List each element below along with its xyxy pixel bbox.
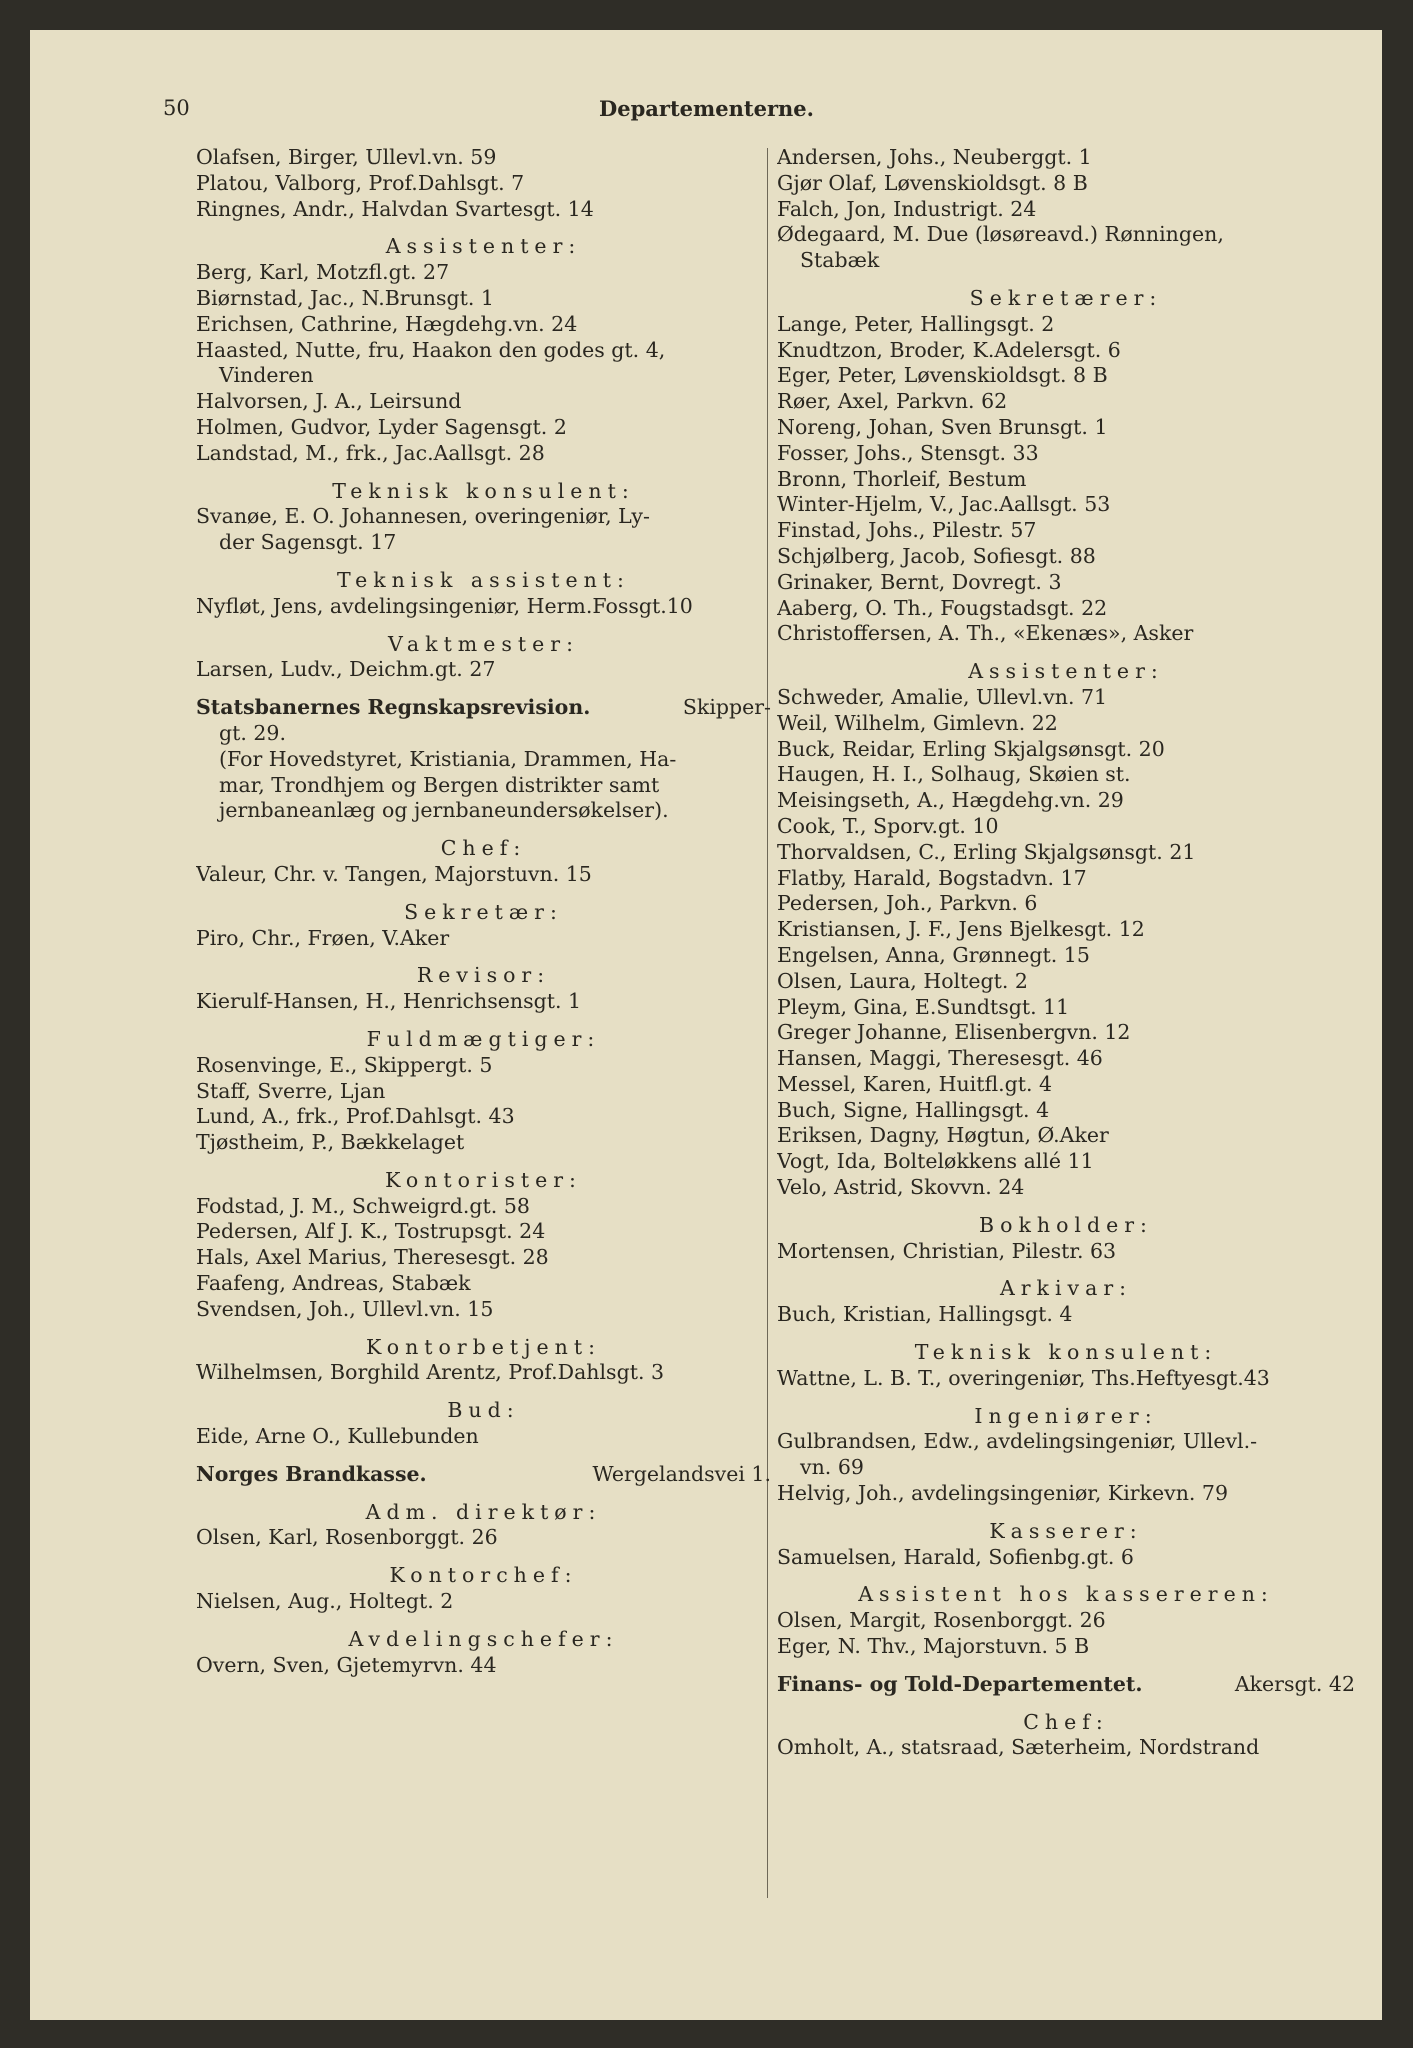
directory-entry: Meisingseth, A., Hægdehg.vn. 29 — [777, 788, 1124, 813]
directory-entry: Overn, Sven, Gjetemyrvn. 44 — [196, 1652, 497, 1677]
directory-entry: Aaberg, O. Th., Fougstadsgt. 22 — [777, 595, 1108, 620]
directory-entry: Omholt, A., statsraad, Sæterheim, Nordstrand — [777, 1735, 1260, 1760]
entry-continuation: vn. 69 — [800, 1455, 864, 1480]
directory-entry: Lange, Peter, Hallingsgt. 2 — [777, 311, 1055, 336]
organization-address: Wergelandsvei 1. — [592, 1461, 771, 1486]
directory-entry: Grinaker, Bernt, Dovregt. 3 — [777, 569, 1062, 594]
directory-entry: Platou, Valborg, Prof.Dahlsgt. 7 — [196, 170, 525, 195]
directory-entry: Haasted, Nutte, fru, Haakon den godes gt. 4, — [196, 337, 666, 362]
right-column — [777, 145, 1355, 1761]
directory-entry: Nielsen, Aug., Holtegt. 2 — [196, 1589, 454, 1614]
directory-entry: Helvig, Joh., avdelingsingeniør, Kirkevn. 79 — [777, 1481, 1229, 1506]
running-head: Departementerne. — [599, 96, 814, 121]
organization-name: Statsbanernes Regnskapsrevision. — [196, 695, 591, 720]
section-heading: Fuldmægtiger: — [366, 1026, 601, 1051]
directory-entry: Andersen, Johs., Neuberggt. 1 — [777, 145, 1092, 169]
directory-entry: Landstad, M., frk., Jac.Aallsgt. 28 — [196, 440, 545, 465]
directory-entry: Eriksen, Dagny, Høgtun, Ø.Aker — [777, 1123, 1109, 1148]
directory-entry: Staff, Sverre, Ljan — [196, 1078, 386, 1103]
directory-entry: Holmen, Gudvor, Lyder Sagensgt. 2 — [196, 414, 567, 439]
directory-entry: Gjør Olaf, Løvenskioldsgt. 8 B — [777, 170, 1088, 195]
section-heading: Chef: — [1023, 1709, 1109, 1734]
directory-entry: Kierulf-Hansen, H., Henrichsensgt. 1 — [196, 989, 582, 1014]
organization-heading — [196, 1462, 771, 1488]
directory-entry: Eide, Arne O., Kullebunden — [196, 1424, 479, 1449]
directory-entry: Olsen, Karl, Rosenborggt. 26 — [196, 1525, 498, 1550]
directory-entry: Schjølberg, Jacob, Sofiesgt. 88 — [777, 543, 1096, 568]
directory-entry: Hals, Axel Marius, Theresesgt. 28 — [196, 1245, 549, 1270]
directory-entry: Haugen, H. I., Solhaug, Skøien st. — [777, 762, 1131, 787]
directory-entry: Rosenvinge, E., Skippergt. 5 — [196, 1052, 493, 1077]
section-heading: Vaktmester: — [388, 631, 579, 656]
directory-entry: Fodstad, J. M., Schweigrd.gt. 58 — [196, 1193, 530, 1218]
organization-name: Finans- og Told-Departementet. — [777, 1671, 1143, 1696]
directory-entry: Thorvaldsen, C., Erling Skjalgsønsgt. 21 — [777, 839, 1196, 864]
organization-address: Akersgt. 42 — [1234, 1671, 1355, 1696]
directory-entry: Piro, Chr., Frøen, V.Aker — [196, 925, 450, 950]
directory-entry: Ødegaard, M. Due (løsøreavd.) Rønningen, — [777, 222, 1224, 247]
section-heading: Adm. direktør: — [365, 1499, 602, 1524]
section-heading: Bud: — [447, 1398, 520, 1423]
spacer — [777, 1660, 1355, 1672]
directory-entry: Mortensen, Christian, Pilestr. 63 — [777, 1238, 1117, 1263]
section-heading: Teknisk konsulent: — [914, 1340, 1218, 1365]
directory-entry: Pedersen, Joh., Parkvn. 6 — [777, 891, 1038, 916]
directory-entry: Pleym, Gina, E.Sundtsgt. 11 — [777, 994, 1070, 1019]
directory-entry: Kristiansen, J. F., Jens Bjelkesgt. 12 — [777, 917, 1145, 942]
entry-continuation: Vinderen — [219, 363, 314, 388]
section-heading: Kontorister: — [385, 1167, 582, 1192]
directory-entry: Røer, Axel, Parkvn. 62 — [777, 389, 1008, 414]
directory-entry: Greger Johanne, Elisenbergvn. 12 — [777, 1020, 1131, 1045]
directory-entry: Cook, T., Sporv.gt. 10 — [777, 813, 999, 838]
directory-entry: Velo, Astrid, Skovvn. 24 — [777, 1175, 1025, 1200]
directory-entry: Halvorsen, J. A., Leirsund — [196, 389, 462, 414]
directory-entry: Weil, Wilhelm, Gimlevn. 22 — [777, 710, 1058, 735]
section-heading: Ingeniører: — [974, 1403, 1158, 1428]
directory-entry: Knudtzon, Broder, K.Adelersgt. 6 — [777, 337, 1121, 362]
section-heading: Arkivar: — [999, 1276, 1133, 1301]
organization-heading — [196, 695, 771, 721]
section-heading: Kontorchef: — [389, 1563, 578, 1588]
directory-entry: Eger, Peter, Løvenskioldsgt. 8 B — [777, 363, 1108, 388]
directory-entry: Nyfløt, Jens, avdelingsingeniør, Herm.Fossgt.10 — [196, 593, 693, 618]
directory-entry: Engelsen, Anna, Grønnegt. 15 — [777, 942, 1090, 967]
section-heading: Avdelingschefer: — [348, 1626, 619, 1651]
directory-entry: Faafeng, Andreas, Stabæk — [196, 1271, 471, 1296]
section-heading: Bokholder: — [979, 1212, 1153, 1237]
directory-entry: Messel, Karen, Huitfl.gt. 4 — [777, 1071, 1053, 1096]
organization-name: Norges Brandkasse. — [196, 1461, 427, 1486]
spacer — [196, 1450, 771, 1462]
section-heading: Sekretær: — [404, 899, 563, 924]
section-heading: Assistent hos kassereren: — [858, 1582, 1274, 1607]
directory-entry: Flatby, Harald, Bogstadvn. 17 — [777, 865, 1087, 890]
directory-entry: Lund, A., frk., Prof.Dahlsgt. 43 — [196, 1104, 515, 1129]
directory-entry: Samuelsen, Harald, Sofienbg.gt. 6 — [777, 1544, 1134, 1569]
spacer — [196, 683, 771, 695]
directory-entry: Buck, Reidar, Erling Skjalgsønsgt. 20 — [777, 736, 1165, 761]
section-heading: Revisor: — [416, 963, 551, 988]
section-heading: Assistenter: — [968, 659, 1164, 684]
directory-entry: Vogt, Ida, Bolteløkkens allé 11 — [777, 1149, 1094, 1174]
organization-address: Skipper- — [682, 695, 771, 720]
directory-entry: Bronn, Thorleif, Bestum — [777, 466, 1027, 491]
page-number: 50 — [163, 96, 190, 120]
entry-continuation: mar, Trondhjem og Bergen distrikter samt — [219, 772, 660, 797]
directory-entry: Berg, Karl, Motzfl.gt. 27 — [196, 260, 450, 285]
directory-entry: Fosser, Johs., Stensgt. 33 — [777, 440, 1039, 465]
entry-continuation: (For Hovedstyret, Kristiania, Drammen, Ha- — [219, 746, 677, 771]
directory-entry: Eger, N. Thv., Majorstuvn. 5 B — [777, 1634, 1090, 1659]
section-heading: Kontorbetjent: — [365, 1334, 602, 1359]
section-heading: Assistenter: — [385, 234, 582, 259]
directory-entry: Wattne, L. B. T., overingeniør, Ths.Heftyesgt.43 — [777, 1365, 1270, 1390]
directory-entry: Olsen, Laura, Holtegt. 2 — [777, 968, 1028, 993]
directory-entry: Larsen, Ludv., Deichm.gt. 27 — [196, 657, 496, 682]
directory-entry: Biørnstad, Jac., N.Brunsgt. 1 — [196, 285, 494, 310]
section-heading: Kasserer: — [989, 1518, 1143, 1543]
entry-continuation: gt. 29. — [219, 720, 286, 745]
directory-entry: Hansen, Maggi, Theresesgt. 46 — [777, 1046, 1103, 1071]
entry-continuation: Stabæk — [800, 248, 880, 273]
directory-entry: Tjøstheim, P., Bækkelaget — [196, 1130, 465, 1155]
directory-entry: Svendsen, Joh., Ullevl.vn. 15 — [196, 1296, 494, 1321]
entry-continuation: der Sagensgt. 17 — [219, 530, 397, 555]
section-heading: Teknisk assistent: — [337, 567, 630, 592]
directory-entry: Christoffersen, A. Th., «Ekenæs», Asker — [777, 621, 1194, 646]
entry-continuation: jernbaneanlæg og jernbaneundersøkelser). — [219, 798, 669, 823]
directory-entry: Olsen, Margit, Rosenborggt. 26 — [777, 1608, 1106, 1633]
left-column — [196, 145, 771, 1678]
organization-heading — [777, 1672, 1355, 1698]
directory-entry: Buch, Signe, Hallingsgt. 4 — [777, 1097, 1050, 1122]
directory-entry: Schweder, Amalie, Ullevl.vn. 71 — [777, 684, 1108, 709]
directory-entry: Noreng, Johan, Sven Brunsgt. 1 — [777, 414, 1108, 439]
directory-entry: Finstad, Johs., Pilestr. 57 — [777, 518, 1037, 543]
section-heading: Teknisk konsulent: — [332, 478, 635, 503]
directory-entry: Valeur, Chr. v. Tangen, Majorstuvn. 15 — [196, 861, 592, 886]
section-heading: Chef: — [440, 836, 527, 861]
directory-entry: Pedersen, Alf J. K., Tostrupsgt. 24 — [196, 1219, 546, 1244]
directory-entry: Wilhelmsen, Borghild Arentz, Prof.Dahlsgt. 3 — [196, 1360, 665, 1385]
directory-entry: Erichsen, Cathrine, Hægdehg.vn. 24 — [196, 311, 578, 336]
section-heading: Sekretærer: — [969, 285, 1163, 310]
directory-entry: Falch, Jon, Industrigt. 24 — [777, 196, 1037, 221]
directory-entry: Ringnes, Andr., Halvdan Svartesgt. 14 — [196, 196, 594, 221]
directory-entry: Olafsen, Birger, Ullevl.vn. 59 — [196, 145, 497, 169]
directory-entry: Buch, Kristian, Hallingsgt. 4 — [777, 1302, 1073, 1327]
directory-entry: Winter-Hjelm, V., Jac.Aallsgt. 53 — [777, 492, 1111, 517]
directory-entry: Svanøe, E. O. Johannesen, overingeniør, Ly- — [196, 504, 650, 529]
directory-entry: Gulbrandsen, Edw., avdelingsingeniør, Ullevl.- — [777, 1429, 1258, 1454]
